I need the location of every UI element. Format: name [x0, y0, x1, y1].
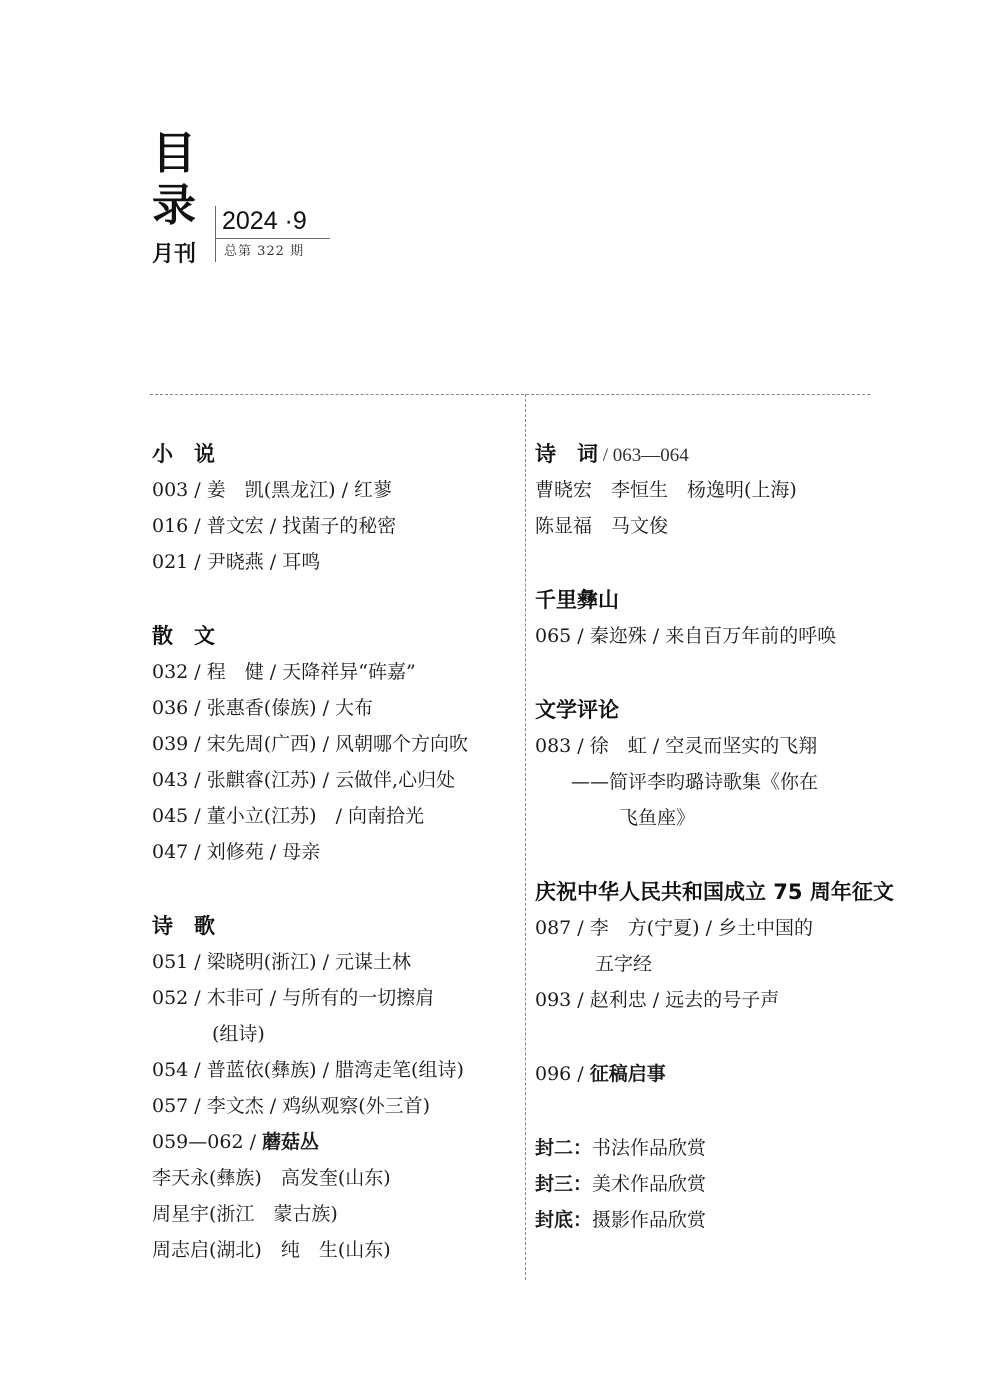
section-heading-qianli: 千里彝山 — [535, 588, 619, 612]
toc-entry[interactable]: 065 / 秦迩殊 / 来自百万年前的呼唤 — [535, 625, 837, 647]
toc-entry[interactable]: 043 / 张麒睿(江苏) / 云做伴,心归处 — [152, 769, 456, 791]
toc-entry[interactable]: 093 / 赵利忠 / 远去的号子声 — [535, 989, 780, 1011]
section-heading-anniversary: 庆祝中华人民共和国成立 75 周年征文 — [535, 880, 894, 904]
cover-text: 美术作品欣赏 — [592, 1173, 707, 1195]
toc-left-column — [152, 436, 522, 1268]
toc-entry-notice[interactable] — [535, 1056, 880, 1092]
ci-page-range: / 063—064 — [598, 445, 689, 466]
toc-entry[interactable]: 039 / 宋先周(广西) / 风朝哪个方向吹 — [152, 733, 469, 755]
author-list: 李天永(彝族) 高发奎(山东) — [152, 1167, 391, 1189]
cover-entry[interactable] — [535, 1130, 880, 1166]
toc-entry[interactable]: 045 / 董小立(江苏) / 向南拾光 — [152, 805, 425, 827]
cover-text: 书法作品欣赏 — [592, 1137, 707, 1159]
masthead — [152, 128, 332, 278]
title-divider-horizontal — [215, 238, 330, 239]
toc-entry[interactable]: 052 / 木非可 / 与所有的一切擦肩 — [152, 987, 435, 1009]
toc-entry-mushroom[interactable] — [152, 1124, 522, 1160]
notice-title: 征稿启事 — [589, 1063, 666, 1085]
toc-entry[interactable]: 057 / 李文杰 / 鸡纵观察(外三首) — [152, 1095, 431, 1117]
toc-entry-continuation: (组诗) — [212, 1023, 265, 1045]
mushroom-page-range: 059—062 / — [152, 1131, 263, 1153]
toc-entry-subtitle: ——简评李昀璐诗歌集《你在 — [571, 771, 819, 793]
toc-entry[interactable]: 032 / 程 健 / 天降祥异“砗嘉” — [152, 661, 416, 683]
toc-entry[interactable]: 083 / 徐 虹 / 空灵而坚实的飞翔 — [535, 735, 818, 757]
issue-number: 总第 322 期 — [224, 244, 305, 259]
cover-label: 封底： — [535, 1209, 593, 1231]
ci-heading: 诗 词 — [535, 442, 598, 466]
section-heading-novel: 小 说 — [152, 442, 215, 466]
title-char-mu: 目 — [152, 128, 196, 179]
title-divider-vertical — [215, 206, 216, 262]
title-char-lu: 录 — [152, 180, 196, 231]
monthly-label: 月刊 — [152, 242, 197, 267]
toc-right-column — [535, 436, 894, 1238]
author-list: 曹晓宏 李恒生 杨逸明(上海) — [535, 479, 797, 501]
toc-entry[interactable]: 087 / 李 方(宁夏) / 乡土中国的 — [535, 917, 814, 939]
toc-entry[interactable]: 051 / 梁晓明(浙江) / 元谋土林 — [152, 951, 412, 973]
horizontal-dashed-divider — [150, 394, 870, 395]
issue-date: 2024 ·9 — [222, 207, 307, 235]
cover-label: 封三： — [535, 1173, 593, 1195]
cover-text: 摄影作品欣赏 — [592, 1209, 707, 1231]
mushroom-column-title: 蘑菇丛 — [262, 1131, 320, 1153]
author-list: 周志启(湖北) 纯 生(山东) — [152, 1239, 391, 1261]
cover-label: 封二： — [535, 1137, 593, 1159]
toc-entry[interactable]: 021 / 尹晓燕 / 耳鸣 — [152, 551, 321, 573]
section-heading-criticism: 文学评论 — [535, 698, 619, 722]
toc-entry[interactable]: 054 / 普蓝依(彝族) / 腊湾走笔(组诗) — [152, 1059, 464, 1081]
notice-page: 096 / — [535, 1063, 590, 1085]
toc-entry-subtitle: 飞鱼座》 — [619, 807, 696, 829]
toc-entry[interactable]: 047 / 刘修苑 / 母亲 — [152, 841, 321, 863]
toc-entry[interactable]: 003 / 姜 凯(黑龙江) / 红蓼 — [152, 479, 393, 501]
section-heading-prose: 散 文 — [152, 624, 215, 648]
toc-entry[interactable]: 036 / 张惠香(傣族) / 大布 — [152, 697, 374, 719]
cover-entry[interactable] — [535, 1202, 880, 1238]
author-list: 陈显福 马文俊 — [535, 515, 669, 537]
section-heading-poetry: 诗 歌 — [152, 914, 215, 938]
cover-entry[interactable] — [535, 1166, 880, 1202]
vertical-dashed-divider — [525, 394, 526, 1280]
toc-entry[interactable]: 016 / 普文宏 / 找菌子的秘密 — [152, 515, 397, 537]
toc-entry-continuation: 五字经 — [595, 953, 653, 975]
section-heading-ci — [535, 436, 880, 472]
author-list: 周星宇(浙江 蒙古族) — [152, 1203, 338, 1225]
